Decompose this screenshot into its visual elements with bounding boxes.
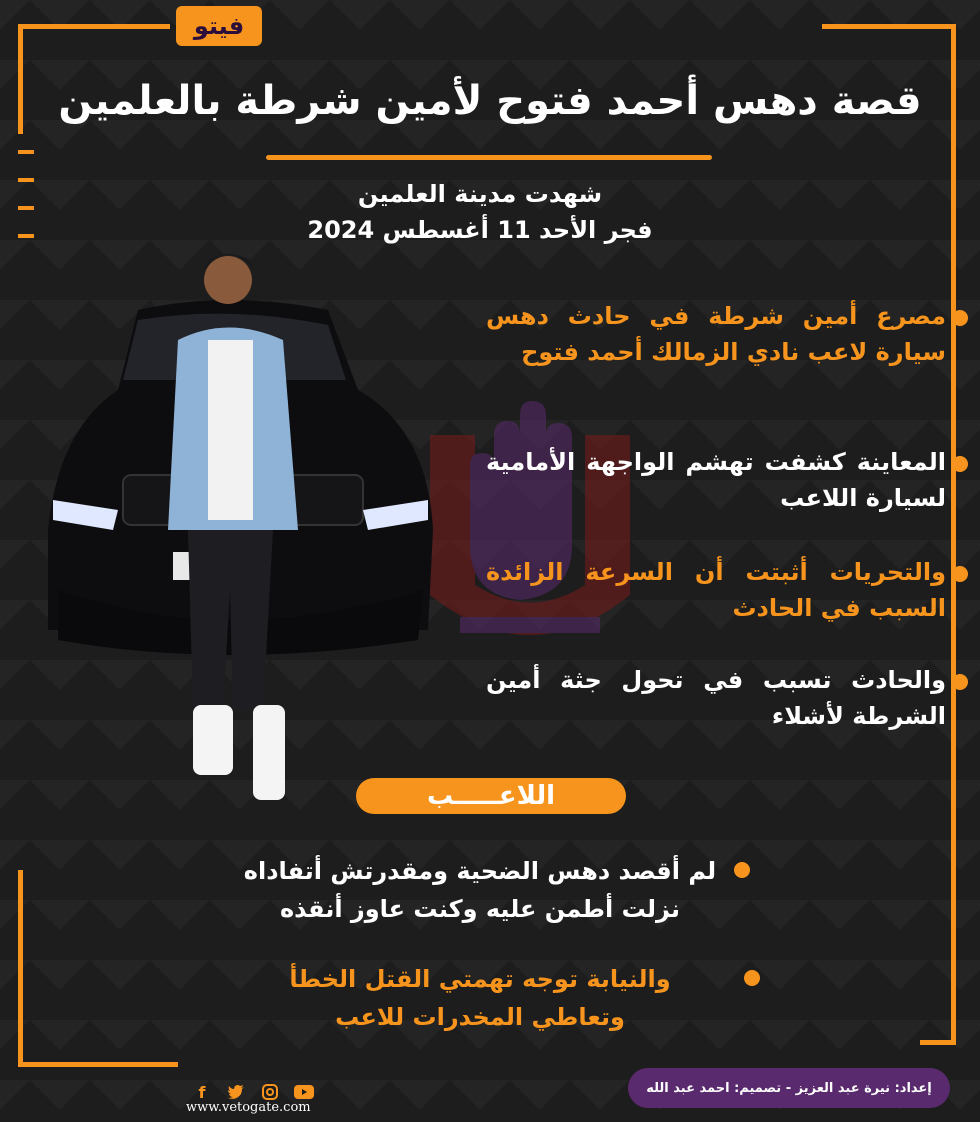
bullet-text: المعاينة كشفت تهشم الواجهة الأمامية لسيارة اللاعب (486, 448, 946, 512)
page-title: قصة دهس أحمد فتوح لأمين شرطة بالعلمين (58, 78, 922, 124)
bullet-item (486, 444, 946, 516)
bullet-item (486, 662, 946, 734)
player-quote (240, 852, 720, 928)
instagram-icon[interactable] (260, 1082, 280, 1102)
frame-bottom-right (920, 1040, 956, 1045)
side-dash (18, 150, 34, 154)
title-divider (266, 155, 712, 160)
side-dash (18, 178, 34, 182)
bullet-dot-icon (952, 674, 968, 690)
subtitle-line-2: فجر الأحد 11 أغسطس 2024 (307, 216, 653, 244)
youtube-icon[interactable] (294, 1082, 314, 1102)
frame-bottom-left-vert (18, 870, 23, 1066)
bullet-dot-icon (744, 970, 760, 986)
player-car-photo (28, 230, 448, 810)
bullet-text: والحادث تسبب في تحول جثة أمين الشرطة لأشلاء (486, 666, 946, 730)
subtitle-line-1: شهدت مدينة العلمين (357, 180, 603, 208)
side-dash (18, 206, 34, 210)
credit-badge: إعداد: نيرة عبد العزيز - تصميم: احمد عبد الله (628, 1068, 950, 1108)
bullet-text: والتحريات أثبتت أن السرعة الزائدة السبب في الحادث (486, 558, 946, 622)
twitter-icon[interactable] (226, 1082, 246, 1102)
bullet-text: مصرع أمين شرطة في حادث دهس سيارة لاعب نادي الزمالك أحمد فتوح (486, 302, 946, 366)
quote-line: لم أقصد دهس الضحية ومقدرتش أتفاداه (243, 857, 717, 885)
bullet-dot-icon (734, 862, 750, 878)
quote-line: نزلت أطمن عليه وكنت عاوز أنقذه (280, 895, 680, 923)
frame-right (951, 24, 956, 1044)
social-links (192, 1082, 314, 1102)
frame-top-left (18, 24, 170, 29)
bullet-dot-icon (952, 310, 968, 326)
bullet-dot-icon (952, 566, 968, 582)
quote-line: والنيابة توجه تهمتي القتل الخطأ (289, 965, 671, 993)
bullet-dot-icon (952, 456, 968, 472)
quote-line: وتعاطي المخدرات للاعب (335, 1003, 625, 1031)
frame-top-right (822, 24, 956, 29)
site-logo[interactable]: فيتو (176, 6, 262, 46)
bullet-item (486, 298, 946, 370)
website-link[interactable]: www.vetogate.com (186, 1100, 311, 1115)
facebook-icon[interactable]: f (198, 1082, 206, 1102)
player-section-label: اللاعـــــب (356, 778, 626, 814)
player-quote (260, 960, 700, 1036)
frame-bottom-left (18, 1062, 178, 1067)
bullet-item (486, 554, 946, 626)
